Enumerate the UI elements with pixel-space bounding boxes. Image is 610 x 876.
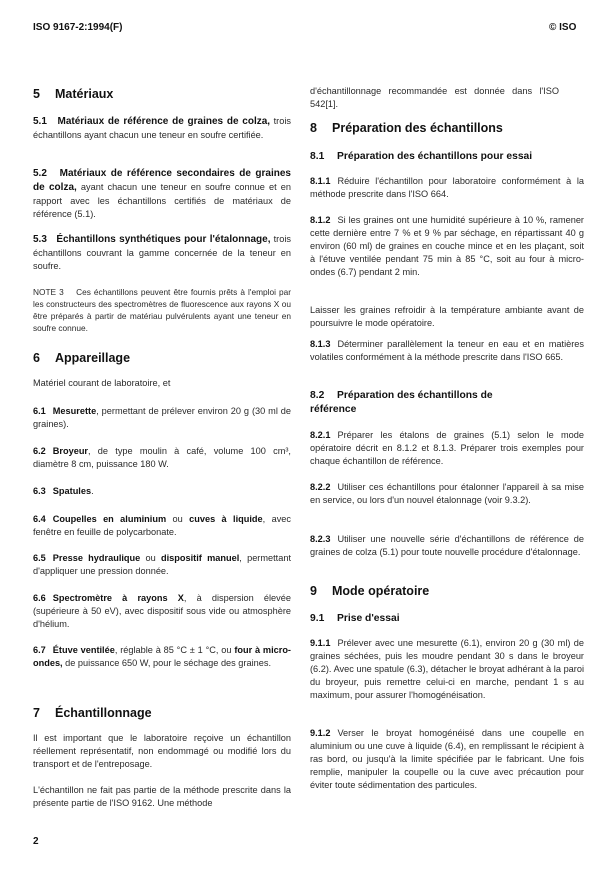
clause-number: 6.6: [33, 593, 46, 603]
section-number: 9: [310, 584, 317, 598]
clause-text: Utiliser ces échantillons pour étalonner l'appareil à sa mise en service, ou lors d'un nouvel étalonnage (voir 9.3.2).: [310, 482, 584, 505]
clause-number: 5.1: [33, 116, 47, 127]
clause-text: Verser le broyat homogénéisé dans une coupelle en aluminium ou une cuve à liquide (6.4), en remplissant le récipient à ras bord, ou jusqu'à la limite spécifiée par le fabricant. Une fois remplie, manipuler la coupelle ou la cuve avec précaution pour éviter toute sédimentation des particules.: [310, 728, 584, 790]
clause-number: 8.2.3: [310, 534, 331, 544]
clause-term: Broyeur: [52, 446, 89, 456]
clause-number: 8.2.1: [310, 430, 331, 440]
clause-term: Spatules: [52, 486, 92, 496]
clause-text: Déterminer parallèlement la teneur en eau et en matières volatiles conformément à la méthode prescrite dans l'ISO 665.: [310, 339, 584, 362]
clause-number: 8.2.2: [310, 482, 331, 492]
clause-term: Coupelles en aluminium: [52, 514, 167, 524]
subsection-number: 9.1: [310, 613, 325, 624]
section-title: Échantillonnage: [55, 706, 152, 720]
section-7-paragraph-1: Il est important que le laboratoire reçoive un échantillon réellement représentatif, non endommagé ou modifié lors du transport et de l'entreposage.: [33, 733, 291, 769]
section-6-heading: [33, 351, 291, 366]
clause-number: 8.1.1: [310, 176, 331, 186]
clause-number: 6.4: [33, 514, 46, 524]
clause-6-6: [33, 592, 291, 631]
clause-5-1: [33, 115, 291, 142]
clause-8-1-3: [310, 338, 584, 364]
note-label: NOTE 3: [33, 287, 64, 297]
clause-8-2-1: [310, 429, 584, 468]
clause-number: 5.2: [33, 168, 47, 179]
clause-number: 8.1.3: [310, 339, 331, 349]
clause-number: 6.3: [33, 486, 46, 496]
subsection-title: Prise d'essai: [337, 613, 400, 624]
subsection-9-1-heading: [310, 612, 584, 626]
section-number: 6: [33, 351, 40, 365]
clause-text: ou: [166, 514, 190, 524]
section-number: 5: [33, 87, 40, 101]
clause-term: Presse hydraulique: [52, 553, 141, 563]
section-8-heading: [310, 121, 584, 136]
clause-text: ou: [140, 553, 162, 563]
section-9-heading: [310, 584, 584, 599]
clause-number: 9.1.2: [310, 728, 331, 738]
clause-text: , de type moulin à café, volume 100 cm³, diamètre 8 cm, puissance 180 W.: [33, 446, 291, 469]
clause-text: , réglable à 85 °C ± 1 °C, ou: [114, 645, 235, 655]
clause-term: Matériaux de référence de graines de colza,: [57, 116, 271, 127]
clause-text: Prélever avec une mesurette (6.1), environ 20 g (30 ml) de graines séchées, puis les moudre pendant 30 s dans le broyeur (6.2). Avec une spatule (6.3), détacher le broyat adhérant à la paroi du broyeur, puis remettre celui-ci en marche, pendant 1 s au maximum, pour assurer l'homogénéisation.: [310, 638, 584, 700]
section-number: 7: [33, 706, 40, 720]
clause-text: , avec fenêtre en feuille de polycarbonate.: [33, 514, 291, 537]
section-7-paragraph-2-continued: d'échantillonnage recommandée est donnée dans l'ISO 542[1].: [310, 86, 559, 109]
clause-6-7: [33, 644, 291, 670]
clause-term: Étuve ventilée: [52, 645, 115, 655]
section-6-intro: Matériel courant de laboratoire, et: [33, 378, 171, 388]
clause-6-2: [33, 445, 291, 471]
section-7-paragraph-2: L'échantillon ne fait pas partie de la méthode prescrite dans la présente partie de l'ISO 9162. Une méthode: [33, 785, 291, 808]
clause-text: trois échantillons couvrant la gamme concernée de la teneur en soufre.: [33, 234, 291, 271]
clause-text: Utiliser une nouvelle série d'échantillons de référence de graines de colza (5.1) pour toute nouvelle procédure d'étalonnage.: [310, 534, 584, 557]
clause-term: Spectromètre à rayons X: [52, 593, 184, 603]
clause-text: , à dispersion élevée (supérieure à 50 eV), avec dispositif sous vide ou atmosphère d'hélium.: [33, 593, 291, 629]
clause-term-2: four à micro-ondes,: [33, 645, 291, 668]
clause-number: 5.3: [33, 234, 47, 245]
subsection-title: Préparation des échantillons pour essai: [337, 151, 533, 162]
clause-number: 8.1.2: [310, 215, 331, 225]
clause-term: Échantillons synthétiques pour l'étalonnage,: [56, 234, 271, 245]
page-number: 2: [33, 836, 39, 847]
section-title: Matériaux: [55, 87, 114, 101]
clause-8-1-2-paragraph-2: Laisser les graines refroidir à la température ambiante avant de poursuivre le mode opératoire.: [310, 305, 584, 328]
clause-term: Mesurette: [52, 406, 97, 416]
clause-8-2-2: [310, 481, 584, 507]
clause-5-2: [33, 167, 291, 221]
clause-6-1: [33, 405, 291, 431]
clause-6-3: [33, 485, 291, 498]
subsection-8-1-heading: [310, 150, 584, 164]
clause-text: , permettant d'appliquer une pression donnée.: [33, 553, 292, 576]
section-5-heading: [33, 87, 291, 102]
section-title: Préparation des échantillons: [332, 121, 503, 135]
subsection-title: Préparation des échantillons de référence: [310, 390, 493, 415]
section-title: Mode opératoire: [332, 584, 430, 598]
clause-8-1-1: [310, 175, 584, 201]
clause-text: ayant chacun une teneur en soufre connue et en rapport avec les échantillons certifiés de matériaux de référence (5.1).: [33, 181, 291, 219]
copyright: © ISO: [549, 22, 577, 33]
note-text: Ces échantillons peuvent être fournis prêts à l'emploi par les constructeurs des spectromètres de fluorescence aux rayons X ou être préparés à partir de matériau pulvérulents ayant une teneur en soufre connue.: [33, 287, 291, 333]
clause-text: .: [91, 486, 94, 496]
clause-number: 6.1: [33, 406, 46, 416]
clause-9-1-2: [310, 727, 584, 792]
clause-term: Matériaux de référence secondaires de graines de colza,: [33, 168, 291, 193]
section-number: 8: [310, 121, 317, 135]
clause-term-2: cuves à liquide: [189, 514, 263, 524]
clause-number: 9.1.1: [310, 638, 331, 648]
section-title: Appareillage: [55, 351, 131, 365]
clause-text: trois échantillons ayant chacun une teneur en soufre certifiée.: [33, 116, 291, 140]
clause-text: Préparer les étalons de graines (5.1) selon le mode opératoire décrit en 8.1.2 et 8.1.3. Préparer trois exemples pour chaque échantillon de référence.: [310, 430, 584, 466]
subsection-number: 8.1: [310, 151, 325, 162]
clause-term-2: dispositif manuel: [161, 553, 240, 563]
clause-text: de puissance 650 W, pour le séchage des graines.: [62, 657, 271, 668]
subsection-8-2-heading: [310, 389, 530, 416]
clause-9-1-1: [310, 637, 584, 702]
clause-8-1-2: [310, 214, 584, 279]
clause-8-2-3: [310, 533, 584, 559]
document-id: ISO 9167-2:1994(F): [33, 22, 123, 33]
section-7-heading: [33, 706, 291, 721]
clause-6-4: [33, 513, 291, 539]
clause-5-3: [33, 233, 291, 273]
clause-number: 6.2: [33, 446, 46, 456]
clause-number: 6.7: [33, 645, 46, 655]
clause-text: Réduire l'échantillon pour laboratoire conformément à la méthode prescrite dans l'ISO 664.: [310, 176, 584, 199]
clause-number: 6.5: [33, 553, 46, 563]
note-3: [33, 286, 291, 334]
subsection-number: 8.2: [310, 390, 325, 401]
clause-6-5: [33, 552, 291, 578]
clause-text: Si les graines ont une humidité supérieure à 10 %, ramener cette dernière entre 7 % et 9 % par séchage, en répartissant 40 g environ (60 ml) de graines en couche mince et en les plaçant, soit à l'étuve ventilée pendant 75 min à 85 °C, soit au four à micro-ondes (6.7) pendant 2 min.: [310, 215, 584, 277]
clause-text: , permettant de prélever environ 20 g (30 ml de graines).: [33, 406, 291, 429]
